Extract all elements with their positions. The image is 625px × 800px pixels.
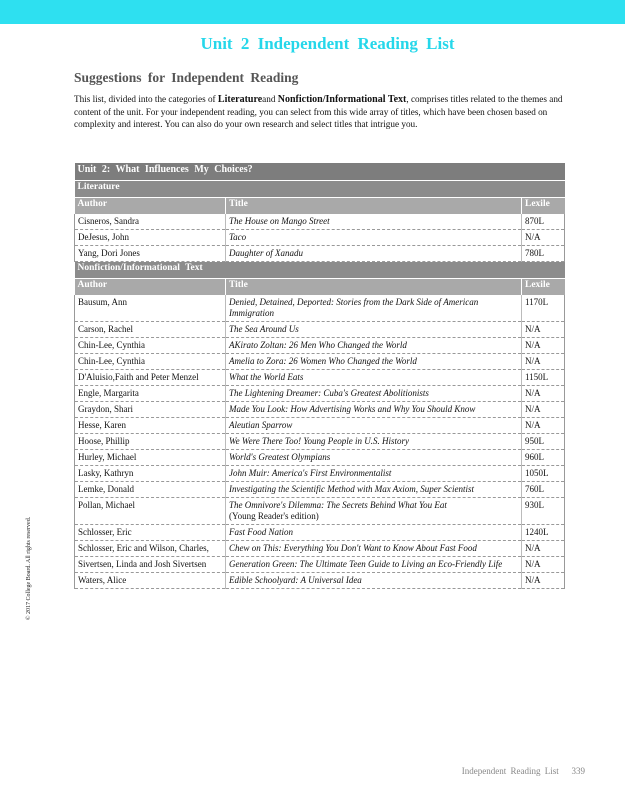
- lexile-cell: 1170L: [522, 295, 565, 322]
- title-text: Daughter of Xanadu: [229, 248, 303, 258]
- intro-bold-nonfiction: Nonfiction/Informational Text: [277, 94, 407, 105]
- author-cell: Yang, Dori Jones: [75, 246, 226, 262]
- table-title: Unit 2: What Influences My Choices?: [75, 163, 565, 181]
- section-subtitle: Suggestions for Independent Reading: [74, 70, 299, 85]
- title-text: The House on Mango Street: [229, 216, 330, 226]
- author-cell: Schlosser, Eric: [75, 525, 226, 541]
- title-text: The Omnivore's Dilemma: The Secrets Behind What You Eat: [229, 500, 447, 510]
- title-cell: [226, 482, 522, 498]
- title-text: Chew on This: Everything You Don't Want to Know About Fast Food: [229, 543, 477, 553]
- section-name: Literature: [75, 181, 565, 198]
- lexile-cell: 930L: [522, 498, 565, 525]
- author-cell: Engle, Margarita: [75, 386, 226, 402]
- author-cell: Carson, Rachel: [75, 322, 226, 338]
- table-row: [75, 557, 565, 573]
- intro-text-2: and: [262, 94, 278, 104]
- title-text: Taco: [229, 232, 247, 242]
- column-header-row: [75, 198, 565, 215]
- title-text: John Muir: America's First Environmentalist: [229, 468, 392, 478]
- title-text: The Lightening Dreamer: Cuba's Greatest Abolitionists: [229, 388, 429, 398]
- title-cell: [226, 230, 522, 246]
- top-color-band: [0, 0, 625, 24]
- lexile-cell: 870L: [522, 214, 565, 230]
- lexile-cell: 960L: [522, 450, 565, 466]
- title-text: AKirato Zoltan: 26 Men Who Changed the World: [229, 340, 407, 350]
- author-cell: Lemke, Donald: [75, 482, 226, 498]
- title-text: What the World Eats: [229, 372, 304, 382]
- author-cell: Schlosser, Eric and Wilson, Charles,: [75, 541, 226, 557]
- lexile-cell: N/A: [522, 557, 565, 573]
- title-cell: [226, 370, 522, 386]
- table-row: [75, 541, 565, 557]
- lexile-cell: N/A: [522, 541, 565, 557]
- author-cell: Hoose, Phillip: [75, 434, 226, 450]
- author-cell: Chin-Lee, Cynthia: [75, 354, 226, 370]
- author-cell: Hesse, Karen: [75, 418, 226, 434]
- column-header: Lexile: [522, 198, 565, 215]
- lexile-cell: N/A: [522, 230, 565, 246]
- lexile-cell: 1240L: [522, 525, 565, 541]
- lexile-cell: N/A: [522, 354, 565, 370]
- title-text: Investigating the Scientific Method with Max Axiom, Super Scientist: [229, 484, 475, 494]
- title-cell: [226, 322, 522, 338]
- title-cell: [226, 573, 522, 589]
- title-cell: [226, 214, 522, 230]
- table-row: [75, 370, 565, 386]
- table-row: [75, 354, 565, 370]
- title-text: The Sea Around Us: [229, 324, 299, 334]
- page-number: 339: [571, 766, 585, 776]
- lexile-cell: 950L: [522, 434, 565, 450]
- title-text: Made You Look: How Advertising Works and Why You Should Know: [229, 404, 476, 414]
- author-cell: Chin-Lee, Cynthia: [75, 338, 226, 354]
- title-text: World's Greatest Olympians: [229, 452, 331, 462]
- title-cell: [226, 418, 522, 434]
- lexile-cell: N/A: [522, 322, 565, 338]
- table-row: [75, 498, 565, 525]
- author-cell: Lasky, Kathryn: [75, 466, 226, 482]
- lexile-cell: N/A: [522, 573, 565, 589]
- table-row: [75, 482, 565, 498]
- page-footer: [462, 766, 585, 776]
- title-text: Edible Schoolyard: A Universal Idea: [229, 575, 362, 585]
- lexile-cell: N/A: [522, 338, 565, 354]
- intro-bold-literature: Literature: [217, 94, 263, 105]
- table-row: [75, 338, 565, 354]
- column-header: Author: [75, 198, 226, 215]
- table-row: [75, 525, 565, 541]
- table-row: [75, 386, 565, 402]
- column-header: Title: [226, 279, 522, 296]
- author-cell: D'Aluisio,Faith and Peter Menzel: [75, 370, 226, 386]
- author-cell: Hurley, Michael: [75, 450, 226, 466]
- title-cell: [226, 402, 522, 418]
- author-cell: Sivertsen, Linda and Josh Sivertsen: [75, 557, 226, 573]
- title-cell: [226, 557, 522, 573]
- title-text: We Were There Too! Young People in U.S. History: [229, 436, 409, 446]
- title-cell: [226, 386, 522, 402]
- table-row: [75, 230, 565, 246]
- column-header: Lexile: [522, 279, 565, 296]
- title-cell: [226, 338, 522, 354]
- title-cell: [226, 434, 522, 450]
- table-row: [75, 450, 565, 466]
- table-row: [75, 246, 565, 262]
- section-header-row: [75, 262, 565, 279]
- lexile-cell: 760L: [522, 482, 565, 498]
- author-cell: DeJesus, John: [75, 230, 226, 246]
- page-title: Unit 2 Independent Reading List: [200, 34, 455, 53]
- table-row: [75, 573, 565, 589]
- title-text: Amelia to Zora: 26 Women Who Changed the World: [229, 356, 417, 366]
- title-cell: [226, 541, 522, 557]
- column-header-row: [75, 279, 565, 296]
- intro-paragraph: [74, 93, 570, 130]
- table-row: [75, 402, 565, 418]
- lexile-cell: N/A: [522, 386, 565, 402]
- lexile-cell: 780L: [522, 246, 565, 262]
- title-extra-text: (Young Reader's edition): [229, 511, 319, 521]
- title-text: Fast Food Nation: [229, 527, 294, 537]
- author-cell: Bausum, Ann: [75, 295, 226, 322]
- author-cell: Waters, Alice: [75, 573, 226, 589]
- footer-label: Independent Reading List: [461, 766, 559, 776]
- table-row: [75, 418, 565, 434]
- table-title-row: [75, 163, 565, 181]
- author-cell: Pollan, Michael: [75, 498, 226, 525]
- lexile-cell: N/A: [522, 402, 565, 418]
- table-row: [75, 466, 565, 482]
- column-header: Author: [75, 279, 226, 296]
- section-header-row: [75, 181, 565, 198]
- title-text: Generation Green: The Ultimate Teen Guide to Living an Eco-Friendly Life: [229, 559, 503, 569]
- title-cell: [226, 246, 522, 262]
- column-header: Title: [226, 198, 522, 215]
- author-cell: Graydon, Shari: [75, 402, 226, 418]
- author-cell: Cisneros, Sandra: [75, 214, 226, 230]
- intro-text-3: , comprises titles related to the themes and content of the unit. For your independent reading, you can select from this wide array of titles, which have been chosen based on complexity and interest. You can also do your own research and select titles that intrigue you.: [74, 94, 563, 129]
- lexile-cell: N/A: [522, 418, 565, 434]
- table-row: [75, 214, 565, 230]
- section-name: Nonfiction/Informational Text: [75, 262, 565, 279]
- reading-list-table: [74, 163, 565, 589]
- lexile-cell: 1150L: [522, 370, 565, 386]
- copyright-side-note: © 2017 College Board. All rights reserved.: [26, 516, 32, 620]
- title-cell: [226, 295, 522, 322]
- title-cell: [226, 466, 522, 482]
- title-text: Aleutian Sparrow: [229, 420, 293, 430]
- table-row: [75, 295, 565, 322]
- title-text: Denied, Detained, Deported: Stories from the Dark Side of American Immigration: [229, 297, 479, 318]
- title-cell: [226, 498, 522, 525]
- title-cell: [226, 354, 522, 370]
- title-cell: [226, 450, 522, 466]
- table-row: [75, 322, 565, 338]
- title-cell: [226, 525, 522, 541]
- table-row: [75, 434, 565, 450]
- lexile-cell: 1050L: [522, 466, 565, 482]
- intro-text-1: This list, divided into the categories of: [74, 94, 218, 104]
